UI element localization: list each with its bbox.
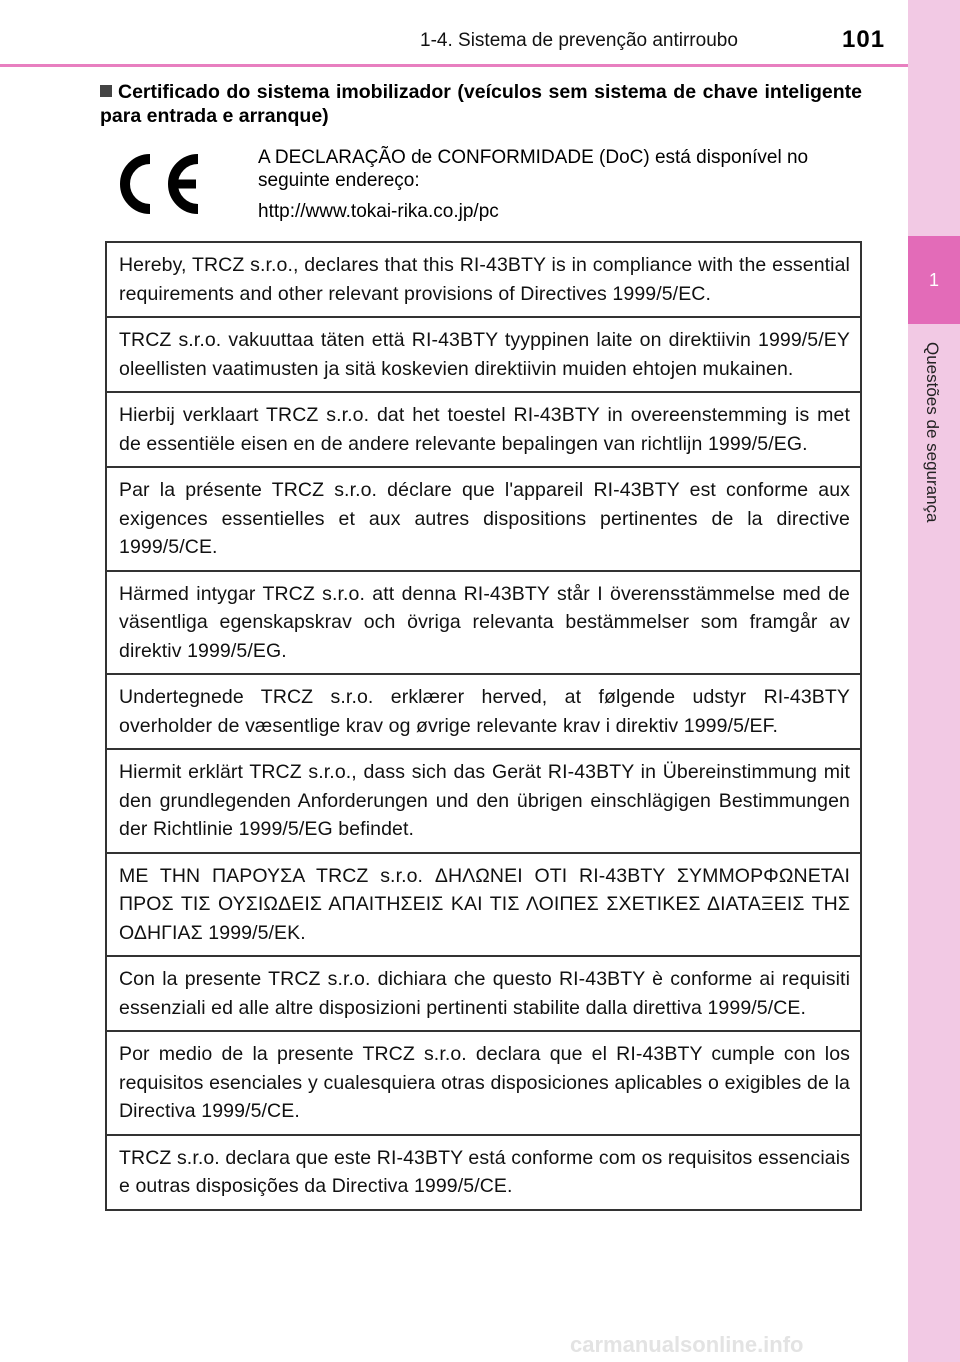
square-bullet-icon — [100, 85, 112, 97]
declaration-spanish: Por medio de la presente TRCZ s.r.o. declara que el RI-43BTY cumple con los requisitos esenciales y cualesquiera otras disposiciones aplicables o exigibles de la Directiva 1999/5/CE. — [107, 1032, 860, 1136]
page-header — [0, 0, 908, 66]
chapter-tab[interactable] — [908, 236, 960, 324]
doc-availability — [258, 146, 868, 223]
chapter-label: Questões de segurança — [923, 342, 942, 523]
footer-watermark: carmanualsonline.info — [570, 1332, 804, 1357]
section-title: 1-4. Sistema de prevenção antirroubo — [420, 30, 738, 51]
header-rule — [0, 64, 908, 67]
declaration-greek: ΜΕ ΤΗΝ ΠΑΡΟΥΣΑ TRCZ s.r.o. ΔΗΛΩΝΕΙ ΟΤΙ RI-43BTY ΣΥΜΜΟΡΦΩΝΕΤΑΙ ΠΡΟΣ ΤΙΣ ΟΥΣΙΩΔΕΙΣ ΑΠΑΙΤΗΣΕΙΣ ΚΑΙ ΤΙΣ ΛΟΙΠΕΣ ΣΧΕΤΙΚΕΣ ΔΙΑΤΑΞΕΙΣ ΤΗΣ ΟΔΗΓΙΑΣ 1999/5/ΕΚ. — [107, 854, 860, 958]
declaration-danish: Undertegnede TRCZ s.r.o. erklærer herved, at følgende udstyr RI-43BTY overholder de væsentlige krav og øvrige relevante krav i direktiv 1999/5/EF. — [107, 675, 860, 750]
declaration-finnish: TRCZ s.r.o. vakuuttaa täten että RI-43BTY tyyppinen laite on direktiivin 1999/5/EY oleellisten vaatimusten ja sitä koskevien direktiivin muiden ehtojen mukainen. — [107, 318, 860, 393]
declaration-german: Hiermit erklärt TRCZ s.r.o., dass sich das Gerät RI-43BTY in Übereinstimmung mit den grundlegenden Anforderungen und den übrigen einschlägigen Bestimmungen der Richtlinie 1999/5/EG befindet. — [107, 750, 860, 854]
doc-url-link[interactable]: http://www.tokai-rika.co.jp/pc — [258, 201, 499, 222]
ce-mark-icon — [112, 152, 204, 216]
section-heading — [100, 80, 862, 128]
declaration-french: Par la présente TRCZ s.r.o. déclare que l'appareil RI-43BTY est conforme aux exigences essentielles et aux autres dispositions pertinentes de la directive 1999/5/CE. — [107, 468, 860, 572]
section-heading-text: Certificado do sistema imobilizador (veículos sem sistema de chave inteligente para entrada e arranque) — [100, 81, 862, 127]
page-number: 101 — [842, 26, 886, 53]
declaration-portuguese: TRCZ s.r.o. declara que este RI-43BTY está conforme com os requisitos essenciais e outras disposições da Directiva 1999/5/CE. — [107, 1136, 860, 1211]
doc-availability-text: A DECLARAÇÃO de CONFORMIDADE (DoC) está disponível no seguinte endereço: — [258, 147, 809, 191]
declarations-table — [105, 241, 862, 1211]
declaration-english: Hereby, TRCZ s.r.o., declares that this RI-43BTY is in compliance with the essential requirements and other relevant provisions of Directives 1999/5/EC. — [107, 243, 860, 318]
declaration-dutch: Hierbij verklaart TRCZ s.r.o. dat het toestel RI-43BTY in overeenstemming is met de essentiële eisen en de andere relevante bepalingen van richtlijn 1999/5/EG. — [107, 393, 860, 468]
declaration-italian: Con la presente TRCZ s.r.o. dichiara che questo RI-43BTY è conforme ai requisiti essenziali ed alle altre disposizioni pertinenti stabilite dalla direttiva 1999/5/CE. — [107, 957, 860, 1032]
chapter-sidebar — [908, 0, 960, 1362]
declaration-swedish: Härmed intygar TRCZ s.r.o. att denna RI-43BTY står I överensstämmelse med de väsentliga egenskapskrav och övriga relevanta bestämmelser som framgår av direktiv 1999/5/EG. — [107, 572, 860, 676]
chapter-number: 1 — [928, 269, 939, 290]
